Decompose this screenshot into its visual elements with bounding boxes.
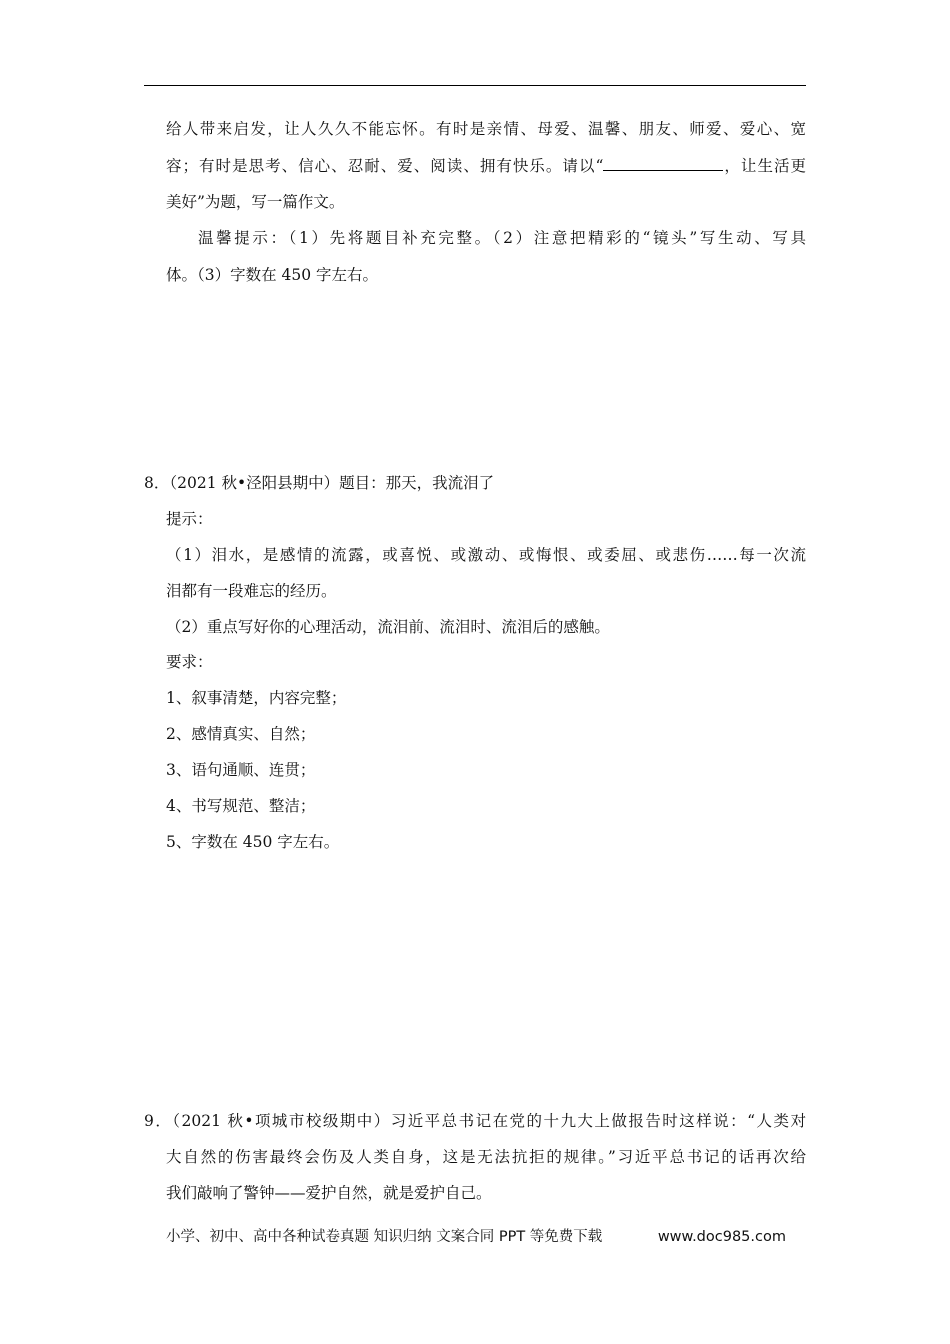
footer-text: 小学、初中、高中各种试卷真题 知识归纳 文案合同 PPT 等免费下载 bbox=[166, 1229, 603, 1245]
intro-line-2-before: 容；有时是思考、信心、忍耐、爱、阅读、拥有快乐。请以“ bbox=[166, 157, 604, 175]
q8-hint-label: 提示： bbox=[166, 510, 213, 528]
q8-header: 8．（2021 秋•泾阳县期中）题目：那天，我流泪了 bbox=[144, 474, 495, 492]
q8-req-2: 2、感情真实、自然； bbox=[166, 725, 316, 743]
intro-line-1: 给人带来启发，让人久久不能忘怀。有时是亲情、母爱、温馨、朋友、师爱、爱心、宽 bbox=[166, 120, 806, 138]
tip-line-1: 温馨提示：（1）先将题目补充完整。（2）注意把精彩的“镜头”写生动、写具 bbox=[198, 229, 806, 247]
q9-line-3: 我们敲响了警钟——爱护自然，就是爱护自己。 bbox=[166, 1184, 492, 1202]
tip-line-2: 体。（3）字数在 450 字左右。 bbox=[166, 266, 379, 284]
intro-line-3: 美好”为题，写一篇作文。 bbox=[166, 193, 345, 211]
q8-req-1: 1、叙事清楚，内容完整； bbox=[166, 689, 347, 707]
q8-req-5: 5、字数在 450 字左右。 bbox=[166, 833, 340, 851]
intro-line-2-after: ，让生活更 bbox=[723, 157, 806, 175]
q9-line-1: 9．（2021 秋•项城市校级期中）习近平总书记在党的十九大上做报告时这样说：“人类对 bbox=[144, 1112, 806, 1130]
q8-hint2: （2）重点写好你的心理活动，流泪前、流泪时、流泪后的感触。 bbox=[166, 618, 610, 636]
intro-line-2 bbox=[166, 156, 806, 176]
q8-hint1-line2: 泪都有一段难忘的经历。 bbox=[166, 582, 337, 600]
footer bbox=[166, 1226, 806, 1248]
q9-line-2: 大自然的伤害最终会伤及人类自身，这是无法抗拒的规律。”习近平总书记的话再次给 bbox=[166, 1148, 806, 1166]
title-blank bbox=[603, 156, 723, 171]
q8-req-4: 4、书写规范、整洁； bbox=[166, 797, 316, 815]
q8-req-label: 要求： bbox=[166, 653, 213, 671]
q8-hint1-line1: （1）泪水，是感情的流露，或喜悦、或激动、或悔恨、或委屈、或悲伤……每一次流 bbox=[166, 546, 806, 564]
footer-site-link[interactable]: www.doc985.com bbox=[657, 1229, 786, 1245]
header-rule bbox=[144, 85, 806, 86]
q8-req-3: 3、语句通顺、连贯； bbox=[166, 761, 316, 779]
